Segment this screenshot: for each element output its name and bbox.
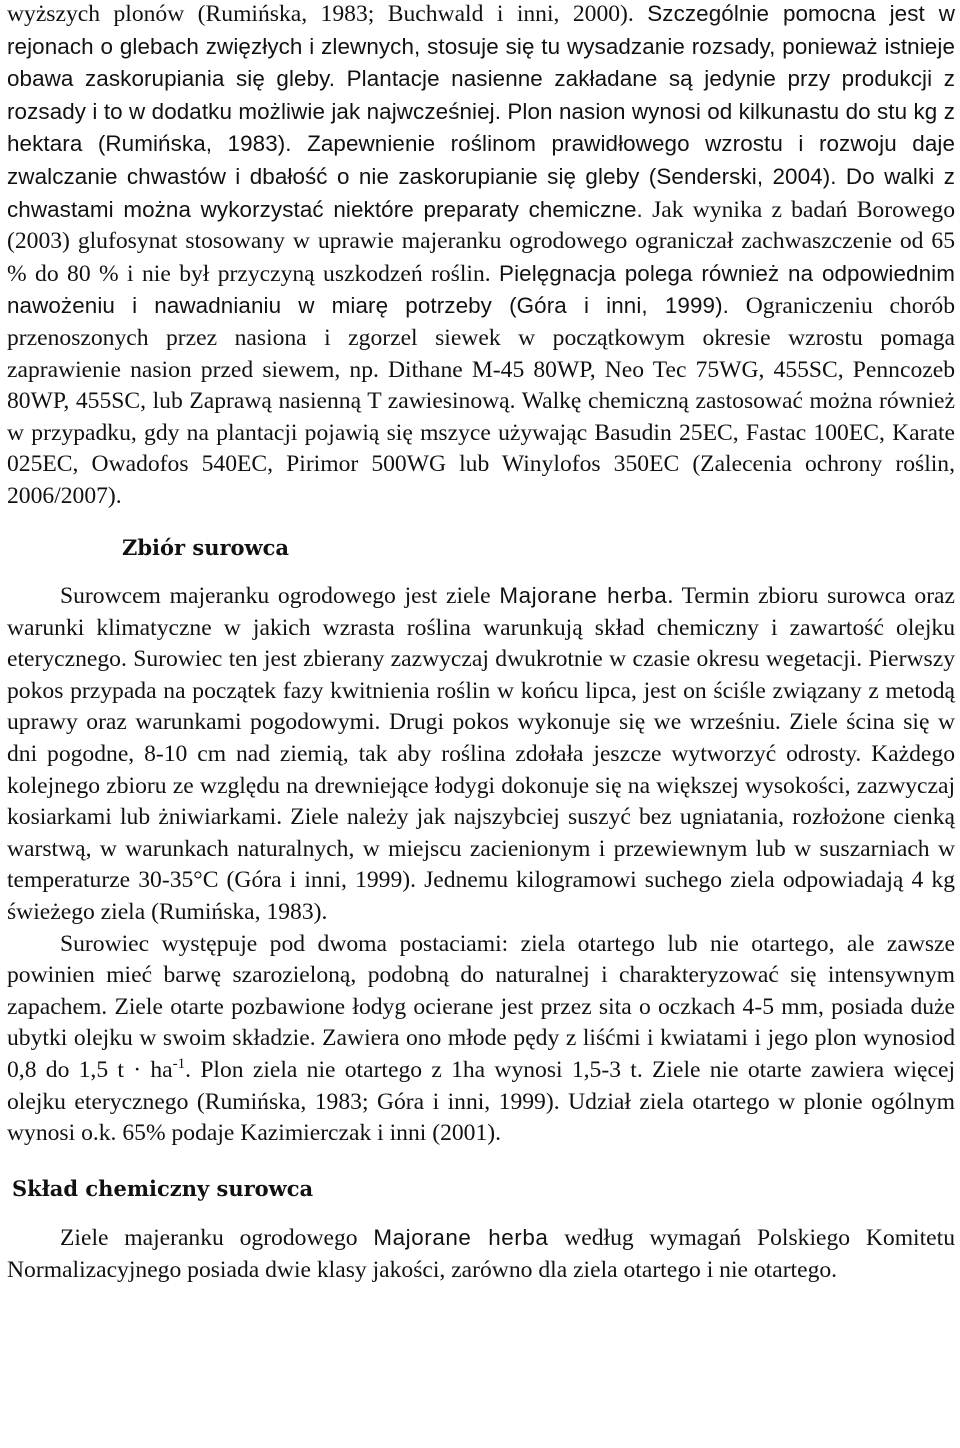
text-span: Jak wynika z badań Borowego (2003) glufosynat stosowany w uprawie majeranku ogrodowego ograniczał zachwaszczenie od 65 % do 80 % i nie był przyczyną uszkodzeń roślin. [7, 196, 955, 287]
paragraph-raw-material [7, 929, 955, 1150]
latin-name: Majorane herba [499, 583, 668, 609]
text-span-sans: Pielęgnacja polega również na odpowiednim nawożeniu i nawadnianiu w miarę potrzeby (Góra i inni, 1999). [7, 260, 955, 319]
section-heading-harvest: Zbiór surowca [122, 534, 290, 560]
text-span: . Plon ziela nie otartego z 1ha wynosi 1,5-3 t. Ziele nie otarte zawiera więcej olejku eterycznego (Rumińska, 1983; Góra i inni, 1999). Udział ziela otartego w plonie ogólnym wynosi o.k. 65% podaje Kazimierczak i inni (2001). [7, 1057, 955, 1147]
paragraph-chemical-composition [7, 1222, 955, 1286]
text-span: Surowiec występuje pod dwoma postaciami: ziela otartego lub nie otartego, ale zawsze powinien mieć barwę szarozieloną, podobną do naturalnej i charakteryzować się intensywnym zapachem. Ziele otarte pozbawione łodyg ocierane jest przez sita o oczkach 4-5 mm, posiada duże ubytki olejku w swoim składzie. Zawiera ono młode pędy z liśćmi i kwiatami i jego plon wynosiod 0,8 do 1,5 t · ha [7, 930, 955, 1083]
text-span: według wymagań Polskiego Komitetu Normalizacyjnego posiada dwie klasy jakości, zarówno dla ziela otartego i nie otartego. [7, 1225, 955, 1283]
text-span: . Termin zbioru surowca oraz warunki klimatyczne w jakich wzrasta roślina warunkują skład chemiczny i zawartość olejku eterycznego. Surowiec ten jest zbierany zazwyczaj dwukrotnie w czasie okresu wegetacji. Pierwszy pokos przypada na początek fazy kwitnienia roślin w końcu lipca, jest on ściśle związany z metodą uprawy oraz warunkami pogodowymi. Drugi pokos wykonuje się we wrześniu. Ziele ścina się w dni pogodne, 8-10 cm nad ziemią, tak aby roślina zdołała jeszcze wytworzyć odrosty. Każdego kolejnego zbioru ze względu na drewniejące łodygi dokonuje się na większej wysokości, zazwyczaj kosiarkami lub żniwiarkami. Ziele należy jak najszybciej suszyć bez ugniatania, rozłożone cienką warstwą, w warunkach naturalnych, w miejscu zacienionym i przewiewnym lub w suszarniach w temperaturze 30-35°C (Góra i inni, 1999). Jednemu kilogramowi suchego ziela odpowiadają 4 kg świeżego ziela (Rumińska, 1983). [7, 583, 956, 926]
text-span: Ograniczeniu chorób przenoszonych przez nasiona i zgorzel siewek w początkowym okresie wzrostu pomaga zaprawienie nasion przed siewem, np. Dithane M-45 80WP, Neo Tec 75WG, 455SC, Penncozeb 80WP, 455SC, lub Zaprawą nasienną T zawiesinową. Walkę chemiczną zastosować można również w przypadku, gdy na plantacji pojawią się mszyce używając Basudin 25EC, Fastac 100EC, Karate 025EC, Owadofos 540EC, Pirimor 500WG lub Winylofos 350EC (Zalecenia ochrony roślin, 2006/2007). [7, 293, 955, 509]
paragraph-harvest [7, 580, 955, 929]
text-span: Surowcem majeranku ogrodowego jest ziele [60, 583, 500, 610]
superscript: -1 [172, 1056, 186, 1072]
text-span: wyższych plonów (Rumińska, 1983; Buchwald i inni, 2000). [7, 1, 634, 27]
text-span-sans: Szczególnie pomocna jest w rejonach o glebach zwięzłych i zlewnych, stosuje się tu wysadzanie rozsady, ponieważ istnieje obawa zaskorupiania się gleby. Plantacje nasienne zakładane są jedynie przy produkcji z rozsady i to w dodatku możliwie jak najwcześniej. Plon nasion wynosi od kilkunastu do stu kg z hektara (Rumińska, 1983). Zapewnienie roślinom prawidłowego wzrostu i rozwoju daje zwalczanie chwastów i dbałość o nie zaskorupianie się gleby (Senderski, 2004). Do walki z chwastami można wykorzystać niektóre preparaty chemiczne. [7, 1, 955, 222]
section-heading-chemical-composition: Skład chemiczny surowca [12, 1175, 314, 1201]
text-span: Ziele majeranku ogrodowego [60, 1225, 374, 1252]
latin-name: Majorane herba [373, 1225, 549, 1251]
paragraph-cultivation [7, 0, 955, 513]
